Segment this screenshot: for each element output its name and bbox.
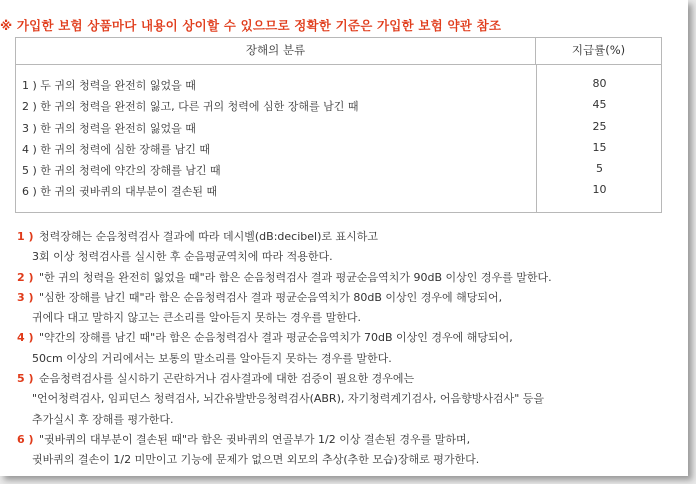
- footnote-text: "언어청력검사, 임피던스 청력검사, 뇌간유발반응청력검사(ABR), 자기청력계기검사, 어음향방사검사" 등을: [32, 392, 545, 406]
- footnote-text: "약간의 장해를 남긴 때"라 함은 순음청력검사 결과 평균순음역치가 70dB 이상인 경우에 해당되어,: [39, 331, 513, 345]
- table-header-row: [16, 38, 661, 65]
- footnotes: [17, 227, 682, 471]
- footnote-text: "귓바퀴의 대부분이 결손된 때"라 함은 귓바퀴의 연골부가 1/2 이상 결손된 경우를 말하며,: [39, 432, 471, 446]
- footnote-text: 추가실시 후 장해를 평가한다.: [32, 412, 174, 426]
- footnote-item: [17, 268, 682, 288]
- row-description: 5 ) 한 귀의 청력에 약간의 장해를 남긴 때: [22, 164, 221, 178]
- footnote-number: 4 ): [17, 331, 34, 345]
- row-description: 3 ) 한 귀의 청력을 완전히 잃었을 때: [22, 121, 196, 135]
- footnote-text: 순음청력검사를 실시하기 곤란하거나 검사결과에 대한 검증이 필요한 경우에는: [39, 372, 415, 386]
- table-body: [16, 74, 661, 202]
- footnote-text: 귀에다 대고 말하지 않고는 큰소리를 알아듣지 못하는 경우를 말한다.: [32, 311, 361, 325]
- table-row: [16, 95, 661, 116]
- table-row: [16, 117, 661, 138]
- footnote-item: [17, 288, 682, 329]
- row-description: 6 ) 한 귀의 귓바퀴의 대부분이 결손된 때: [22, 185, 218, 199]
- footnote-number: 1 ): [17, 230, 34, 243]
- header-rate: 지급률(%): [571, 43, 626, 57]
- header-category: 장해의 분류: [16, 38, 536, 64]
- row-description: 4 ) 한 귀의 청력에 심한 장해를 남긴 때: [22, 142, 211, 156]
- footnote-text: 3회 이상 청력검사를 실시한 후 순음평균역치에 따라 적용한다.: [32, 250, 333, 264]
- footnote-text: 50cm 이상의 거리에서는 보통의 말소리를 알아듣지 못하는 경우를 말한다.: [32, 351, 392, 365]
- row-rate: 45: [592, 98, 607, 112]
- footnote-number: 6 ): [17, 432, 34, 446]
- footnote-item: [17, 227, 682, 268]
- footnote-number: 2 ): [17, 270, 34, 284]
- table-row: [16, 74, 661, 95]
- footnote-text: "한 귀의 청력을 완전히 잃었을 때"라 함은 순음청력검사 결과 평균순음역치가 90dB 이상인 경우를 말한다.: [39, 270, 552, 284]
- disability-rate-table: [15, 37, 662, 213]
- table-row: [16, 138, 661, 159]
- row-rate: 25: [592, 119, 607, 133]
- row-description: 1 ) 두 귀의 청력을 완전히 잃었을 때: [22, 79, 196, 92]
- footnote-text: 귓바퀴의 결손이 1/2 미만이고 기능에 문제가 없으면 외모의 추상(추한 모습)장해로 평가한다.: [32, 453, 480, 467]
- footnote-item: [17, 369, 682, 430]
- row-description: 2 ) 한 귀의 청력을 완전히 잃고, 다른 귀의 청력에 심한 장해를 남긴 때: [22, 100, 359, 114]
- table-row: [16, 159, 661, 180]
- row-rate: 80: [592, 77, 607, 90]
- table-row: [16, 180, 661, 201]
- footnote-text: 청력장해는 순음청력검사 결과에 따라 데시벨(dB:decibel)로 표시하고: [39, 230, 378, 243]
- footnote-item: [17, 430, 682, 471]
- row-rate: 15: [592, 140, 607, 154]
- notice-text: ※ 가입한 보험 상품마다 내용이 상이할 수 있으므로 정확한 기준은 가입한 보험 약관 참조: [0, 18, 502, 33]
- footnote-number: 5 ): [17, 372, 34, 386]
- row-rate: 10: [592, 183, 607, 197]
- row-rate: 5: [596, 162, 603, 176]
- footnote-text: "심한 장해를 남긴 때"라 함은 순음청력검사 결과 평균순음역치가 80dB 이상인 경우에 해당되어,: [39, 290, 503, 304]
- footnote-number: 3 ): [17, 290, 34, 304]
- footnote-item: [17, 328, 682, 369]
